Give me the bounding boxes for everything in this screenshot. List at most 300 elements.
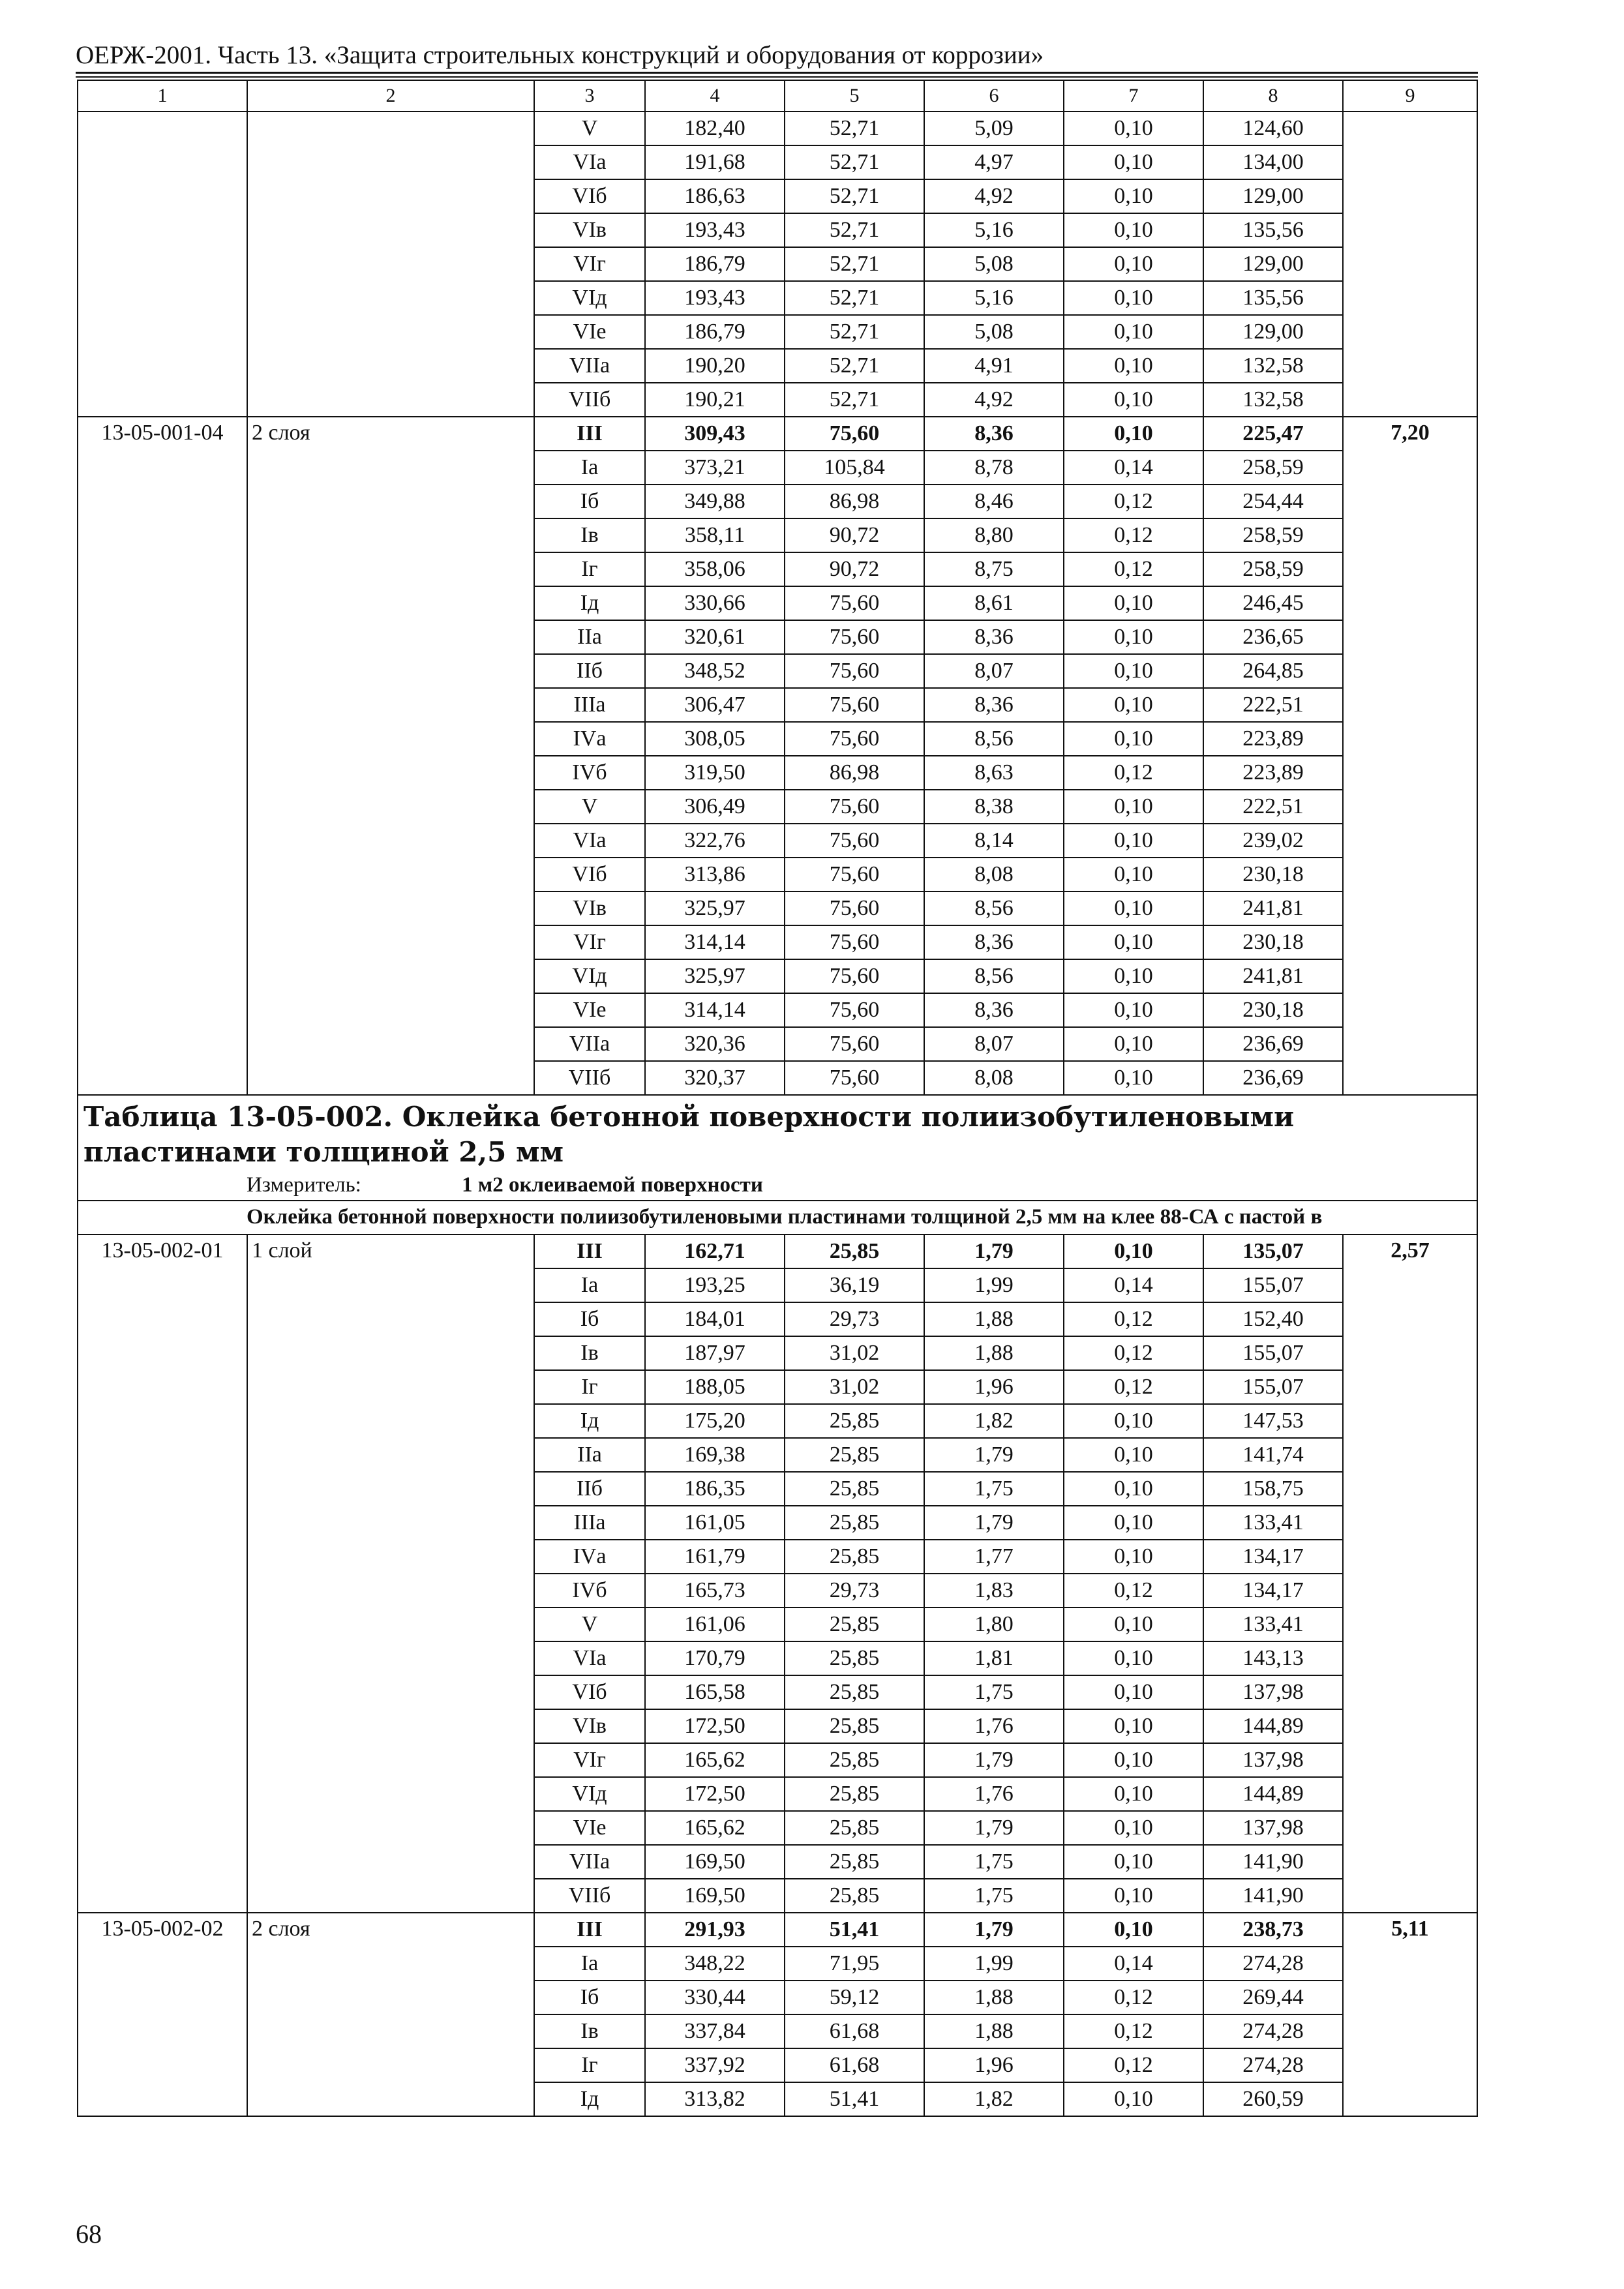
table-cell: 141,90 — [1203, 1879, 1343, 1913]
table-cell: 5,08 — [924, 315, 1064, 349]
table-cell: 25,85 — [785, 1709, 924, 1743]
table-cell: 182,40 — [645, 112, 785, 145]
table-cell: 75,60 — [785, 1061, 924, 1095]
column-number: 7 — [1064, 80, 1203, 112]
table-cell: 25,85 — [785, 1845, 924, 1879]
table-cell: 8,56 — [924, 959, 1064, 993]
table-cell: 241,81 — [1203, 891, 1343, 925]
table-cell: 90,72 — [785, 552, 924, 586]
table-cell: 8,36 — [924, 620, 1064, 654]
table-cell: 129,00 — [1203, 247, 1343, 281]
table-cell: VIIа — [534, 1027, 645, 1061]
page-header: ОЕРЖ-2001. Часть 13. «Защита строительных конструкций и оборудования от коррозии» — [76, 41, 1044, 69]
table-cell: 8,07 — [924, 1027, 1064, 1061]
column-number: 2 — [247, 80, 534, 112]
table-cell: 143,13 — [1203, 1641, 1343, 1675]
rate-code: 13-05-002-01 — [78, 1234, 247, 1913]
table-cell: 258,59 — [1203, 552, 1343, 586]
table-cell: 0,10 — [1064, 1608, 1203, 1641]
table-cell: 75,60 — [785, 586, 924, 620]
table-cell: 0,12 — [1064, 2014, 1203, 2048]
table-cell: 1,75 — [924, 1845, 1064, 1879]
table-cell: IVа — [534, 722, 645, 756]
table-cell: Iв — [534, 518, 645, 552]
table-cell: 4,92 — [924, 179, 1064, 213]
table-cell: 25,85 — [785, 1404, 924, 1438]
table-cell: 169,38 — [645, 1438, 785, 1472]
table-cell: 184,01 — [645, 1302, 785, 1336]
table-cell: 155,07 — [1203, 1370, 1343, 1404]
table-cell: 0,10 — [1064, 112, 1203, 145]
table-cell: 0,10 — [1064, 688, 1203, 722]
table-cell: 0,10 — [1064, 145, 1203, 179]
table-cell: 325,97 — [645, 891, 785, 925]
column-number: 3 — [534, 80, 645, 112]
table-cell: 330,44 — [645, 1981, 785, 2014]
table-cell: 306,47 — [645, 688, 785, 722]
table-cell: 75,60 — [785, 654, 924, 688]
table-cell: 132,58 — [1203, 349, 1343, 383]
table-cell: 320,61 — [645, 620, 785, 654]
table-cell: 25,85 — [785, 1438, 924, 1472]
table-cell: 0,10 — [1064, 1709, 1203, 1743]
table-cell: IIа — [534, 620, 645, 654]
table-cell: 222,51 — [1203, 688, 1343, 722]
table-cell: IVб — [534, 756, 645, 790]
table-cell: 260,59 — [1203, 2082, 1343, 2116]
table-cell: 162,71 — [645, 1234, 785, 1268]
table-cell: 1,80 — [924, 1608, 1064, 1641]
rates-table — [77, 80, 1478, 2117]
table-cell: 135,56 — [1203, 213, 1343, 247]
rate-code: 13-05-002-02 — [78, 1913, 247, 2116]
table-cell: 1,76 — [924, 1777, 1064, 1811]
table-cell: 1,79 — [924, 1913, 1064, 1947]
table-cell: 5,16 — [924, 213, 1064, 247]
table-cell: VIд — [534, 1777, 645, 1811]
table-cell: 75,60 — [785, 620, 924, 654]
table-cell: Iд — [534, 2082, 645, 2116]
table-cell: 8,08 — [924, 1061, 1064, 1095]
table-cell: 190,20 — [645, 349, 785, 383]
table-cell: 165,73 — [645, 1574, 785, 1608]
table-cell: 86,98 — [785, 756, 924, 790]
table-cell: 274,28 — [1203, 2014, 1343, 2048]
table-cell: 1,76 — [924, 1709, 1064, 1743]
table-cell: 230,18 — [1203, 925, 1343, 959]
table-cell: 223,89 — [1203, 722, 1343, 756]
table-cell: 8,75 — [924, 552, 1064, 586]
table-cell: VIе — [534, 315, 645, 349]
table-cell: 1,88 — [924, 2014, 1064, 2048]
table-cell: 8,36 — [924, 993, 1064, 1027]
table-title-cell — [78, 1095, 1477, 1201]
table-cell: 5,08 — [924, 247, 1064, 281]
table-cell: Iг — [534, 552, 645, 586]
table-cell: 0,10 — [1064, 586, 1203, 620]
table-cell: 291,93 — [645, 1913, 785, 1947]
table-cell: 8,14 — [924, 824, 1064, 858]
table-cell: 0,10 — [1064, 1404, 1203, 1438]
table-cell: IVб — [534, 1574, 645, 1608]
table-cell: 0,10 — [1064, 417, 1203, 451]
header-rule-thin — [76, 76, 1478, 78]
table-cell: 161,05 — [645, 1506, 785, 1540]
table-cell: 348,22 — [645, 1947, 785, 1981]
table-cell: Iа — [534, 1268, 645, 1302]
table-cell: 1,75 — [924, 1879, 1064, 1913]
table-cell: 25,85 — [785, 1879, 924, 1913]
table-cell: VIг — [534, 1743, 645, 1777]
table-cell: 8,61 — [924, 586, 1064, 620]
table-cell: 134,17 — [1203, 1540, 1343, 1574]
table-cell: 105,84 — [785, 451, 924, 485]
table-cell: 254,44 — [1203, 485, 1343, 518]
table-cell: 0,10 — [1064, 179, 1203, 213]
table-cell: 246,45 — [1203, 586, 1343, 620]
table-cell: 137,98 — [1203, 1675, 1343, 1709]
table-cell: 8,36 — [924, 925, 1064, 959]
table-title-row — [78, 1095, 1477, 1201]
column-number: 4 — [645, 80, 785, 112]
table-cell: 322,76 — [645, 824, 785, 858]
table-cell: Iб — [534, 1302, 645, 1336]
table-cell: 1,82 — [924, 2082, 1064, 2116]
table-cell: 0,10 — [1064, 213, 1203, 247]
table-cell: 190,21 — [645, 383, 785, 417]
page-number: 68 — [76, 2219, 102, 2249]
table-cell: 0,12 — [1064, 485, 1203, 518]
table-cell: 222,51 — [1203, 790, 1343, 824]
table-cell: 0,12 — [1064, 1336, 1203, 1370]
table-cell: 4,91 — [924, 349, 1064, 383]
table-cell: 1,75 — [924, 1472, 1064, 1506]
table-cell: 31,02 — [785, 1336, 924, 1370]
table-cell: 52,71 — [785, 145, 924, 179]
table-row — [78, 112, 1477, 145]
header-rule — [76, 72, 1478, 74]
table-cell: 0,10 — [1064, 1675, 1203, 1709]
measure-label: Измеритель: — [247, 1173, 361, 1197]
table-cell: 236,69 — [1203, 1061, 1343, 1095]
table-cell: 258,59 — [1203, 451, 1343, 485]
table-cell: Iб — [534, 485, 645, 518]
table-cell: 186,79 — [645, 315, 785, 349]
table-cell: 193,25 — [645, 1268, 785, 1302]
table-cell: 137,98 — [1203, 1811, 1343, 1845]
table-cell: 52,71 — [785, 213, 924, 247]
table-cell: IIIа — [534, 1506, 645, 1540]
table-cell: 1,88 — [924, 1302, 1064, 1336]
table-cell: 358,06 — [645, 552, 785, 586]
table-cell: 8,63 — [924, 756, 1064, 790]
table-cell: 0,14 — [1064, 451, 1203, 485]
table-cell: 0,14 — [1064, 1947, 1203, 1981]
table-cell: VIа — [534, 1641, 645, 1675]
table-cell: 8,07 — [924, 654, 1064, 688]
table-cell: 349,88 — [645, 485, 785, 518]
table-cell: 75,60 — [785, 824, 924, 858]
table-cell: IIа — [534, 1438, 645, 1472]
table-cell: 155,07 — [1203, 1268, 1343, 1302]
table-cell: III — [534, 1913, 645, 1947]
table-cell: 25,85 — [785, 1777, 924, 1811]
table-cell: VIв — [534, 891, 645, 925]
table-cell: 0,10 — [1064, 654, 1203, 688]
table-cell: 25,85 — [785, 1506, 924, 1540]
table-cell: 319,50 — [645, 756, 785, 790]
table-cell: III — [534, 1234, 645, 1268]
table-cell: 165,58 — [645, 1675, 785, 1709]
measure-line — [83, 1170, 1471, 1200]
table-cell: 86,98 — [785, 485, 924, 518]
table-cell: VIв — [534, 1709, 645, 1743]
table-cell: 0,10 — [1064, 790, 1203, 824]
table-cell: 8,78 — [924, 451, 1064, 485]
table-cell: 8,36 — [924, 688, 1064, 722]
table-cell: 61,68 — [785, 2048, 924, 2082]
table-cell: 309,43 — [645, 417, 785, 451]
table-cell: 274,28 — [1203, 2048, 1343, 2082]
table-cell: 71,95 — [785, 1947, 924, 1981]
table-cell: 172,50 — [645, 1777, 785, 1811]
column-number: 1 — [78, 80, 247, 112]
table-cell: 29,73 — [785, 1574, 924, 1608]
table-cell: 172,50 — [645, 1709, 785, 1743]
table-cell: 0,12 — [1064, 1370, 1203, 1404]
table-cell: 258,59 — [1203, 518, 1343, 552]
table-cell: V — [534, 790, 645, 824]
table-cell: VIа — [534, 145, 645, 179]
table-cell: 0,12 — [1064, 756, 1203, 790]
table-cell: 169,50 — [645, 1879, 785, 1913]
table-cell: VIа — [534, 824, 645, 858]
table-cell: Iб — [534, 1981, 645, 2014]
table-cell: VIв — [534, 213, 645, 247]
table-cell: 0,14 — [1064, 1268, 1203, 1302]
table-cell: VIб — [534, 858, 645, 891]
table-cell: 8,46 — [924, 485, 1064, 518]
table-cell: 170,79 — [645, 1641, 785, 1675]
table-cell: VIг — [534, 247, 645, 281]
table-cell: 1,83 — [924, 1574, 1064, 1608]
table-cell: Iв — [534, 2014, 645, 2048]
table-cell: 348,52 — [645, 654, 785, 688]
table-cell: 1,79 — [924, 1234, 1064, 1268]
table-cell: 25,85 — [785, 1811, 924, 1845]
table-cell: 4,92 — [924, 383, 1064, 417]
table-cell: VIг — [534, 925, 645, 959]
column-number: 5 — [785, 80, 924, 112]
table-cell: 75,60 — [785, 688, 924, 722]
table-cell: 135,07 — [1203, 1234, 1343, 1268]
rate-code: 13-05-001-04 — [78, 417, 247, 1095]
table-cell: 134,00 — [1203, 145, 1343, 179]
table-cell: 0,10 — [1064, 824, 1203, 858]
table-cell: VIб — [534, 1675, 645, 1709]
table-cell: IVа — [534, 1540, 645, 1574]
rate-name — [247, 112, 534, 417]
table-cell: IIб — [534, 1472, 645, 1506]
table-cell: 51,41 — [785, 1913, 924, 1947]
table-cell: 75,60 — [785, 891, 924, 925]
table-cell: 75,60 — [785, 925, 924, 959]
table-cell: 193,43 — [645, 281, 785, 315]
table-cell: 152,40 — [1203, 1302, 1343, 1336]
table-cell: 155,07 — [1203, 1336, 1343, 1370]
table-cell: 0,12 — [1064, 1981, 1203, 2014]
table-cell: 1,88 — [924, 1981, 1064, 2014]
table-cell: 129,00 — [1203, 315, 1343, 349]
table-cell: 0,10 — [1064, 383, 1203, 417]
table-cell: 223,89 — [1203, 756, 1343, 790]
table-cell: VIд — [534, 959, 645, 993]
table-row — [78, 1234, 1477, 1268]
table-cell: 314,14 — [645, 993, 785, 1027]
table-title: Таблица 13-05-002. Оклейка бетонной поверхности полиизобутиленовыми пластинами толщиной 2,5 мм — [83, 1101, 1295, 1168]
table-cell: Iг — [534, 1370, 645, 1404]
table-cell: 313,82 — [645, 2082, 785, 2116]
table-cell: 161,06 — [645, 1608, 785, 1641]
table-cell: 188,05 — [645, 1370, 785, 1404]
table-cell: 0,10 — [1064, 281, 1203, 315]
table-cell: 1,81 — [924, 1641, 1064, 1675]
table-cell: 161,79 — [645, 1540, 785, 1574]
table-cell: 0,12 — [1064, 1574, 1203, 1608]
table-cell: 75,60 — [785, 417, 924, 451]
table-cell: 0,10 — [1064, 1234, 1203, 1268]
table-cell: VIIа — [534, 349, 645, 383]
table-cell: 0,10 — [1064, 1061, 1203, 1095]
table-cell: 36,19 — [785, 1268, 924, 1302]
table-cell: 225,47 — [1203, 417, 1343, 451]
table-cell: 186,79 — [645, 247, 785, 281]
table-cell: 0,10 — [1064, 620, 1203, 654]
table-cell: 0,10 — [1064, 1027, 1203, 1061]
table-cell: 241,81 — [1203, 959, 1343, 993]
table-row — [78, 417, 1477, 451]
table-cell: 165,62 — [645, 1811, 785, 1845]
table-cell: 169,50 — [645, 1845, 785, 1879]
table-cell: 1,77 — [924, 1540, 1064, 1574]
table-cell: III — [534, 417, 645, 451]
table-cell: 330,66 — [645, 586, 785, 620]
table-cell: Iд — [534, 586, 645, 620]
table-cell: 0,10 — [1064, 1438, 1203, 1472]
table-cell: 337,92 — [645, 2048, 785, 2082]
table-cell: VIе — [534, 993, 645, 1027]
table-cell: 141,90 — [1203, 1845, 1343, 1879]
table-cell: 0,12 — [1064, 2048, 1203, 2082]
table-cell: 193,43 — [645, 213, 785, 247]
table-cell: 8,56 — [924, 722, 1064, 756]
table-cell: 0,10 — [1064, 315, 1203, 349]
table-cell: 0,10 — [1064, 959, 1203, 993]
table-cell: 1,75 — [924, 1675, 1064, 1709]
table-cell: 1,79 — [924, 1506, 1064, 1540]
table-cell: 29,73 — [785, 1302, 924, 1336]
table-cell: 0,12 — [1064, 1302, 1203, 1336]
table-cell: 141,74 — [1203, 1438, 1343, 1472]
table-cell: 0,10 — [1064, 1777, 1203, 1811]
table-cell: 52,71 — [785, 179, 924, 213]
table-cell: 8,38 — [924, 790, 1064, 824]
table-cell: 1,79 — [924, 1743, 1064, 1777]
table-cell: 59,12 — [785, 1981, 924, 2014]
table-cell: 1,96 — [924, 2048, 1064, 2082]
table-cell: VIIа — [534, 1845, 645, 1879]
table-cell: 90,72 — [785, 518, 924, 552]
table-cell: 31,02 — [785, 1370, 924, 1404]
table-cell: 5,09 — [924, 112, 1064, 145]
table-cell: 144,89 — [1203, 1709, 1343, 1743]
table-cell: 238,73 — [1203, 1913, 1343, 1947]
table-cell: 313,86 — [645, 858, 785, 891]
table-cell: 124,60 — [1203, 112, 1343, 145]
table-cell: 0,10 — [1064, 722, 1203, 756]
table-cell: 25,85 — [785, 1743, 924, 1777]
table-cell: 52,71 — [785, 349, 924, 383]
table-cell: 75,60 — [785, 959, 924, 993]
table-cell: 5,16 — [924, 281, 1064, 315]
table-cell: 0,10 — [1064, 1641, 1203, 1675]
rate-coefficient: 2,57 — [1343, 1234, 1477, 1913]
table-row — [78, 1913, 1477, 1947]
table-cell: 75,60 — [785, 993, 924, 1027]
column-number: 8 — [1203, 80, 1343, 112]
table-cell: 175,20 — [645, 1404, 785, 1438]
table-cell: 186,63 — [645, 179, 785, 213]
table-cell: 0,10 — [1064, 1743, 1203, 1777]
table-cell: 75,60 — [785, 722, 924, 756]
rate-name: 2 слоя — [247, 417, 534, 1095]
table-cell: VIIб — [534, 1061, 645, 1095]
table-cell: 8,36 — [924, 417, 1064, 451]
table-cell: 8,80 — [924, 518, 1064, 552]
table-cell: Iг — [534, 2048, 645, 2082]
table-cell: 186,35 — [645, 1472, 785, 1506]
table-cell: 0,10 — [1064, 925, 1203, 959]
table-cell: 144,89 — [1203, 1777, 1343, 1811]
table-cell: 133,41 — [1203, 1608, 1343, 1641]
table-cell: 0,12 — [1064, 552, 1203, 586]
table-cell: VIе — [534, 1811, 645, 1845]
table-cell: 4,97 — [924, 145, 1064, 179]
measure-value: 1 м2 оклеиваемой поверхности — [462, 1173, 763, 1197]
table-cell: 25,85 — [785, 1540, 924, 1574]
table-cell: 0,10 — [1064, 349, 1203, 383]
table-cell: 52,71 — [785, 112, 924, 145]
table-cell: 25,85 — [785, 1641, 924, 1675]
table-cell: 158,75 — [1203, 1472, 1343, 1506]
table-cell: 25,85 — [785, 1234, 924, 1268]
table-cell: Iа — [534, 451, 645, 485]
table-cell: Iв — [534, 1336, 645, 1370]
table-cell: 61,68 — [785, 2014, 924, 2048]
table-cell: 8,56 — [924, 891, 1064, 925]
table-cell: 191,68 — [645, 145, 785, 179]
table-cell: V — [534, 112, 645, 145]
table-cell: 0,10 — [1064, 1913, 1203, 1947]
table-cell: 137,98 — [1203, 1743, 1343, 1777]
table-cell: 0,10 — [1064, 858, 1203, 891]
table-cell: 25,85 — [785, 1675, 924, 1709]
table-cell: 132,58 — [1203, 383, 1343, 417]
table-cell: 358,11 — [645, 518, 785, 552]
table-cell: VIIб — [534, 383, 645, 417]
table-cell: 0,10 — [1064, 2082, 1203, 2116]
table-cell: 129,00 — [1203, 179, 1343, 213]
